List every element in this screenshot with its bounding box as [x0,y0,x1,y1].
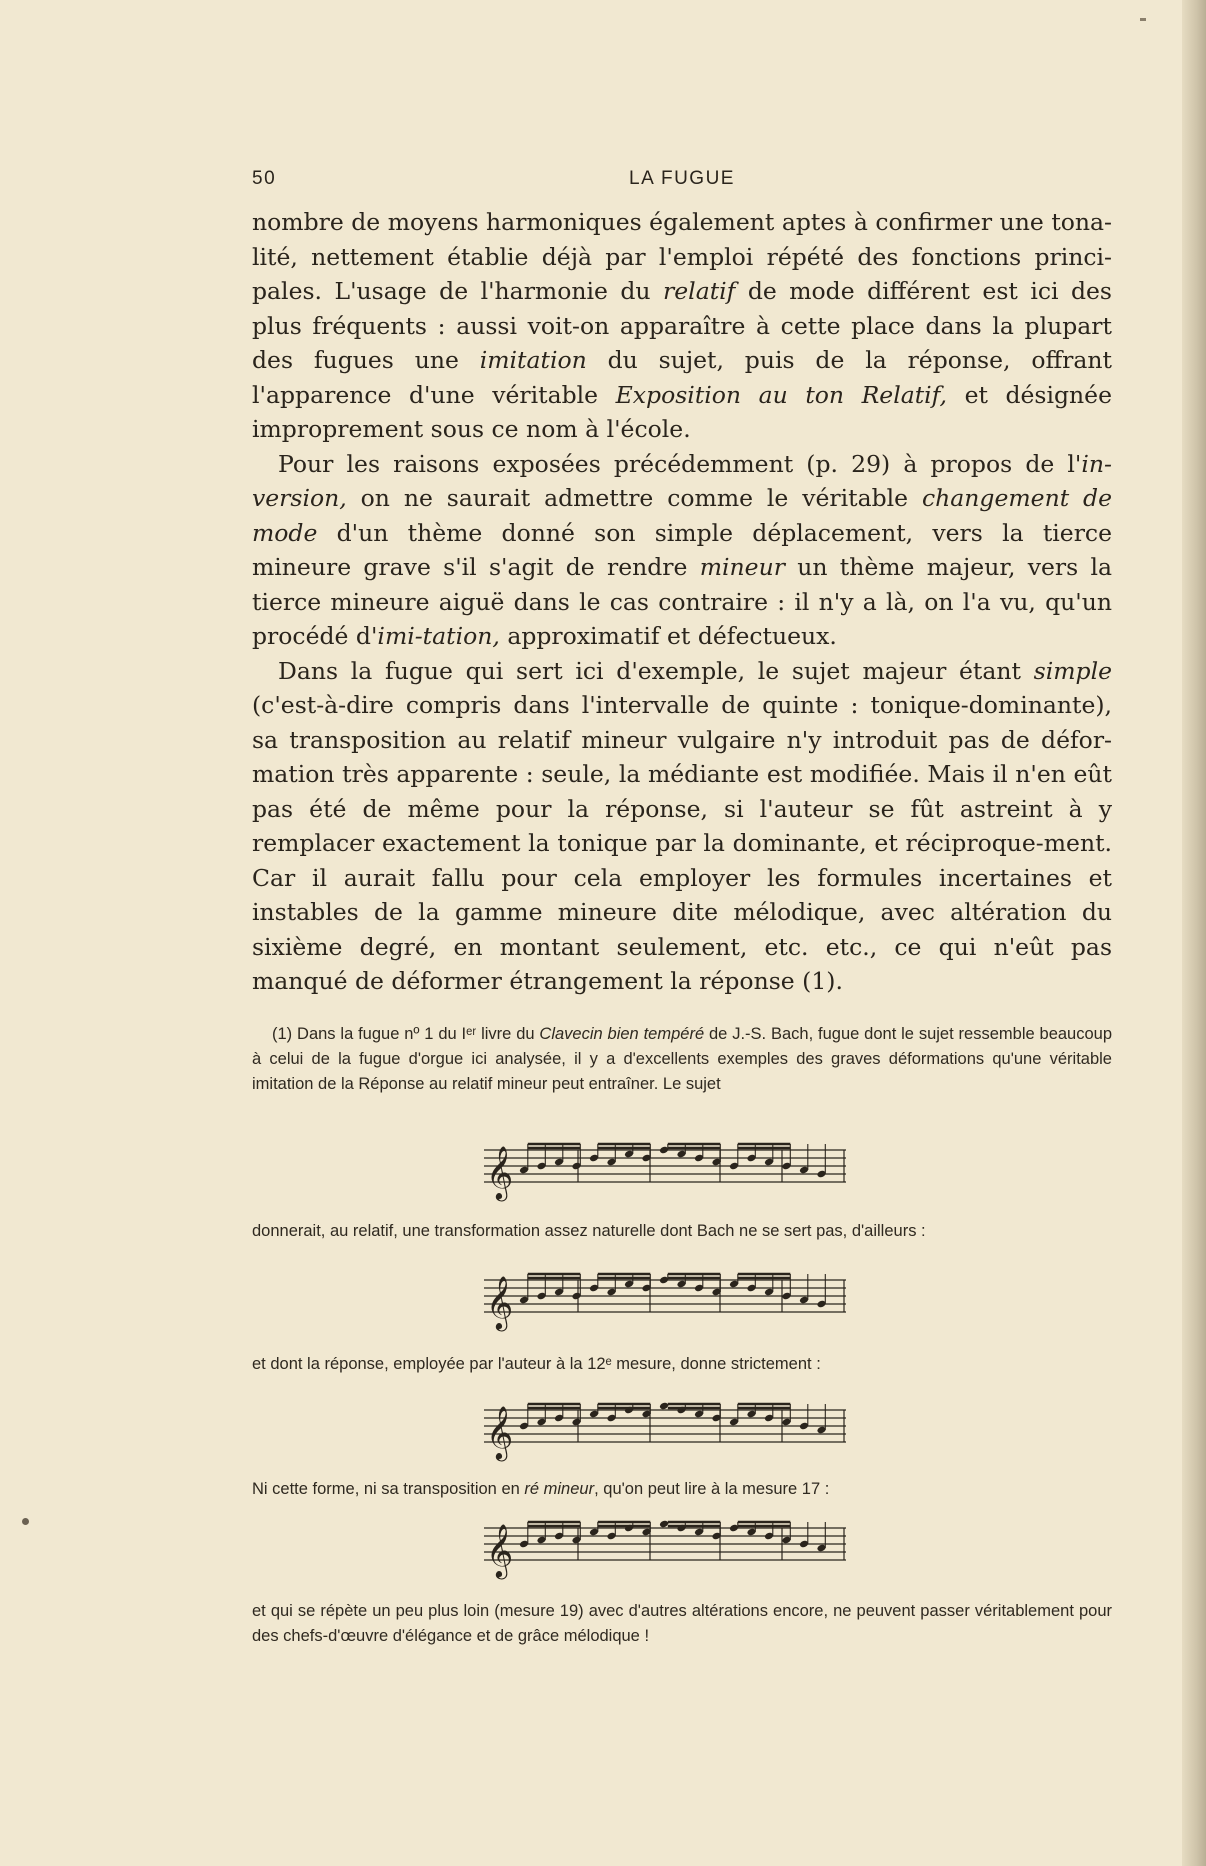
text-run: approximatif et défectueux. [499,622,837,650]
text-run: Pour les raisons exposées précédemment (p. 29) à propos de l' [278,449,1082,478]
text-run: , qu'on peut lire à la mesure 17 : [594,1480,830,1498]
footnote-continuation-1 [252,1219,1112,1244]
text-run: un thème majeur, vers la tierce mineure aiguë dans le cas contraire : il n'y a là, on l'a vu, qu'un procédé d' [252,553,1113,650]
running-title: LA FUGUE [629,168,735,189]
italic-run: Clavecin bien tempéré [539,1025,705,1043]
text-run: (1) Dans la fugue nº 1 du Iᵉʳ livre du [272,1025,540,1043]
treble-clef-icon: 𝄞 [486,1145,514,1199]
footnote-text: donnerait, au relatif, une transformation assez naturelle dont Bach ne se sert pas, d'ailleurs : [252,1222,926,1240]
text-run: nombre de moyens harmoniques également aptes à confirmer une tona-lité, nettement établie déjà par l'emploi répété des fonctions princi-pales. L'usage de l'harmonie du [252,208,1112,305]
italic-run: in-version, [252,449,1112,512]
text-run: on ne saurait admettre comme le véritable [346,484,922,512]
paragraph-1 [252,205,1112,447]
footnote-continuation-3 [252,1477,1112,1502]
page-edge [1182,0,1206,1866]
footnote-text: et qui se répète un peu plus loin (mesure 19) avec d'autres altérations encore, ne peuvent passer véritablement pour des chefs-d'œuvre d'élégance et de grâce mélodique ! [252,1602,1112,1645]
italic-run: imi-tation, [377,622,500,650]
paper-smudge [22,1518,29,1525]
italic-run: Exposition au ton Relatif, [615,380,948,409]
treble-clef-icon: 𝄞 [486,1275,514,1329]
body-text [252,205,1112,999]
italic-run: simple [1033,656,1112,685]
paragraph-3 [252,654,1112,999]
music-staff-icon [482,1262,848,1332]
text-run: et désignée improprement sous ce nom à l'école. [252,380,1112,443]
italic-run: ré mineur [524,1480,595,1498]
text-run: de J.-S. Bach, fugue dont le sujet ressemble beaucoup à celui de la fugue d'orgue ici analysée, il y a d'excellents exemples des graves déformations qu'une véritable imitation de la Réponse au relatif mineur peut entraîner. Le sujet [252,1025,1113,1093]
text-run: de mode différent est ici des plus fréquents : aussi voit-on apparaître à cette place dans la plupart des fugues une [252,277,1112,374]
page-header [252,168,1112,194]
italic-run: imitation [479,346,587,374]
text-run: (c'est-à-dire compris dans l'intervalle de quinte : tonique-dominante), sa transposition au relatif mineur vulgaire n'y introduit pas de défor-mation très apparente : seule, la médiante est modifiée. Mais il n'en eût pas été de même pour la réponse, si l'auteur se fût astreint à y remplacer exactement la tonique par la dominante, et réciproque-ment. Car il aurait fallu pour cela employer les formules incertaines et instables de la gamme mineure dite mélodique, avec altération du sixième degré, en montant seulement, etc. etc., ce qui n'eût pas manqué de déformer étrangement la réponse (1). [252,691,1112,995]
music-staff-icon [482,1392,848,1462]
italic-run: mineur [699,553,785,581]
footnote-text: et dont la réponse, employée par l'auteur à la 12ᵉ mesure, donne strictement : [252,1355,821,1373]
text-run: Dans la fugue qui sert ici d'exemple, le sujet majeur étant [278,656,1034,685]
footnote-1 [252,1022,1112,1097]
music-staff-icon [482,1510,848,1580]
footnote-continuation-2 [252,1352,1112,1377]
footnote-continuation-4 [252,1599,1112,1649]
text-run: d'un thème donné son simple déplacement, vers la tierce mineure grave s'il s'agit de rendre [252,518,1112,581]
music-staff-icon [482,1132,848,1202]
paragraph-2 [252,447,1112,654]
text-run: Ni cette forme, ni sa transposition en [252,1480,525,1498]
italic-run: changement de mode [252,484,1112,547]
page-number: 50 [252,168,277,189]
paper-speck [1140,18,1146,21]
italic-run: relatif [663,277,736,305]
text-run: du sujet, puis de la réponse, offrant l'apparence d'une véritable [252,346,1113,409]
treble-clef-icon: 𝄞 [486,1523,514,1577]
treble-clef-icon: 𝄞 [486,1405,514,1459]
